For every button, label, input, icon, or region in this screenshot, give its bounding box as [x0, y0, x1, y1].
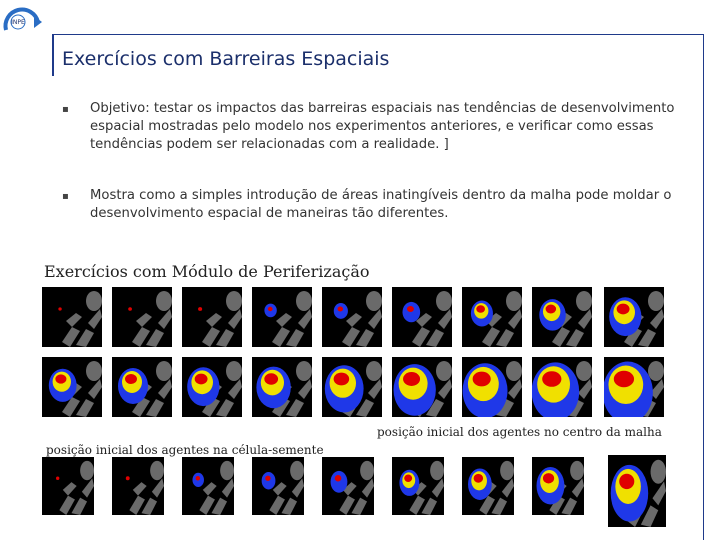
- simulation-tile-row2-3: [182, 357, 242, 417]
- slide-title: Exercícios com Barreiras Espaciais: [62, 48, 390, 70]
- growth-red-core: [335, 475, 342, 481]
- barrier-shape: [88, 379, 102, 399]
- barrier-shape: [366, 361, 382, 381]
- barrier-shape: [366, 291, 382, 311]
- barrier-shape: [368, 309, 382, 329]
- barrier-shape: [651, 460, 666, 484]
- growth-red-core: [546, 305, 557, 314]
- simulation-tile-row3-1: [42, 457, 94, 515]
- growth-red-core: [125, 374, 137, 384]
- barrier-shape: [572, 478, 584, 497]
- simulation-tile-row3-9: [608, 455, 666, 527]
- barrier-shape: [508, 379, 522, 399]
- bullet-text-2: Mostra como a simples introdução de áreas inatingíveis dentro da malha pode moldar o desenvolvimento espacial de maneiras tão diferentes.: [90, 188, 672, 221]
- barrier-shape: [273, 482, 287, 496]
- barrier-shape: [570, 461, 584, 480]
- simulation-tile-row3-3: [182, 457, 234, 515]
- inpe-logo: [0, 0, 46, 40]
- barrier-shape: [226, 361, 242, 381]
- barrier-shape: [346, 313, 362, 327]
- barrier-shape: [156, 291, 172, 311]
- barrier-shape: [650, 309, 664, 329]
- barrier-shape: [158, 379, 172, 399]
- barrier-shape: [438, 379, 452, 399]
- simulation-tile-row1-2: [112, 287, 172, 347]
- growth-red-core: [404, 475, 412, 483]
- title-accent-vertical-line: [52, 34, 54, 76]
- simulation-tile-row2-7: [462, 357, 522, 417]
- simulation-tile-row3-5: [322, 457, 374, 515]
- barrier-shape: [296, 361, 312, 381]
- barrier-shape: [133, 482, 147, 496]
- growth-red-core: [619, 474, 634, 489]
- growth-red-core: [195, 374, 208, 385]
- barrier-shape: [430, 461, 444, 480]
- growth-red-core: [126, 476, 130, 480]
- barrier-shape: [362, 478, 374, 497]
- barrier-shape: [206, 313, 222, 327]
- barrier-shape: [158, 309, 172, 329]
- simulation-tile-row3-4: [252, 457, 304, 515]
- growth-red-core: [196, 476, 200, 481]
- section-subtitle: Exercícios com Módulo de Periferização: [44, 262, 370, 281]
- barrier-shape: [226, 291, 242, 311]
- growth-red-core: [338, 307, 344, 312]
- simulation-tile-row1-7: [462, 287, 522, 347]
- growth-red-core: [334, 373, 350, 386]
- simulation-tile-row2-8: [532, 357, 592, 417]
- growth-red-core: [543, 473, 554, 483]
- growth-blue-area: [331, 471, 348, 493]
- growth-red-core: [476, 305, 485, 312]
- simulation-tile-row3-6: [392, 457, 444, 515]
- barrier-shape: [86, 361, 102, 381]
- growth-red-core: [407, 306, 414, 312]
- barrier-shape: [80, 461, 94, 480]
- barrier-shape: [432, 478, 444, 497]
- barrier-shape: [82, 478, 94, 497]
- simulation-tile-row1-9: [604, 287, 664, 347]
- barrier-shape: [576, 361, 592, 381]
- simulation-tile-row1-8: [532, 287, 592, 347]
- barrier-shape: [506, 291, 522, 311]
- simulation-tile-row3-2: [112, 457, 164, 515]
- growth-red-core: [128, 307, 132, 311]
- simulation-tile-row3-7: [462, 457, 514, 515]
- barrier-shape: [152, 478, 164, 497]
- growth-red-core: [198, 307, 202, 311]
- growth-red-core: [265, 476, 270, 481]
- barrier-shape: [648, 291, 664, 311]
- growth-red-core: [403, 372, 420, 386]
- logo-text: INPE: [11, 19, 25, 26]
- barrier-shape: [508, 309, 522, 329]
- barrier-shape: [436, 291, 452, 311]
- barrier-shape: [578, 379, 592, 399]
- barrier-shape: [578, 309, 592, 329]
- barrier-shape: [502, 478, 514, 497]
- growth-red-core: [268, 307, 273, 311]
- simulation-tile-row1-5: [322, 287, 382, 347]
- growth-red-core: [542, 371, 561, 387]
- barrier-shape: [298, 309, 312, 329]
- barrier-shape: [368, 379, 382, 399]
- growth-red-core: [473, 372, 491, 387]
- bullet-marker-2: ▪: [62, 191, 69, 202]
- barrier-shape: [66, 313, 82, 327]
- growth-blue-area: [402, 302, 420, 322]
- simulation-tile-row2-2: [112, 357, 172, 417]
- title-accent-horizontal-line: [54, 34, 704, 35]
- slide-right-border-line: [703, 34, 704, 540]
- simulation-tile-row1-3: [182, 287, 242, 347]
- growth-red-core: [58, 307, 61, 310]
- barrier-shape: [296, 291, 312, 311]
- barrier-shape: [156, 361, 172, 381]
- growth-red-core: [56, 476, 59, 480]
- barrier-shape: [276, 313, 292, 327]
- simulation-tile-row2-4: [252, 357, 312, 417]
- barrier-shape: [88, 309, 102, 329]
- simulation-tile-row1-6: [392, 287, 452, 347]
- simulation-tile-row2-9: [604, 357, 664, 417]
- barrier-shape: [438, 309, 452, 329]
- growth-red-core: [264, 373, 278, 384]
- barrier-shape: [203, 482, 217, 496]
- simulation-tile-row1-1: [42, 287, 102, 347]
- bullet-marker-1: ▪: [62, 104, 69, 115]
- barrier-shape: [220, 461, 234, 480]
- bullet-text-1: Objetivo: testar os impactos das barreiras espaciais nas tendências de desenvolvimento espacial mostradas pelo modelo nos experimentos anteriores, e verificar como essas tendências podem ser relacionadas com a realidade. ]: [90, 101, 675, 152]
- barrier-shape: [150, 461, 164, 480]
- barrier-shape: [228, 379, 242, 399]
- barrier-shape: [436, 361, 452, 381]
- simulation-tile-row2-5: [322, 357, 382, 417]
- simulation-tile-row1-4: [252, 287, 312, 347]
- barrier-shape: [576, 291, 592, 311]
- caption-seed-cell: posição inicial dos agentes na célula-semente: [46, 443, 324, 457]
- barrier-shape: [136, 313, 152, 327]
- growth-red-core: [55, 374, 66, 383]
- simulation-tile-row2-6: [392, 357, 452, 417]
- simulation-tile-row3-8: [532, 457, 584, 515]
- barrier-shape: [228, 309, 242, 329]
- barrier-shape: [63, 482, 77, 496]
- growth-red-core: [474, 474, 483, 483]
- barrier-shape: [500, 461, 514, 480]
- barrier-shape: [648, 361, 664, 381]
- barrier-shape: [506, 361, 522, 381]
- barrier-shape: [298, 379, 312, 399]
- simulation-tile-row2-1: [42, 357, 102, 417]
- growth-red-core: [617, 304, 630, 315]
- barrier-shape: [360, 461, 374, 480]
- barrier-shape: [222, 478, 234, 497]
- caption-grid-center: posição inicial dos agentes no centro da malha: [377, 425, 662, 439]
- barrier-shape: [290, 461, 304, 480]
- barrier-shape: [292, 478, 304, 497]
- barrier-shape: [652, 481, 666, 505]
- growth-red-core: [614, 371, 634, 387]
- barrier-shape: [86, 291, 102, 311]
